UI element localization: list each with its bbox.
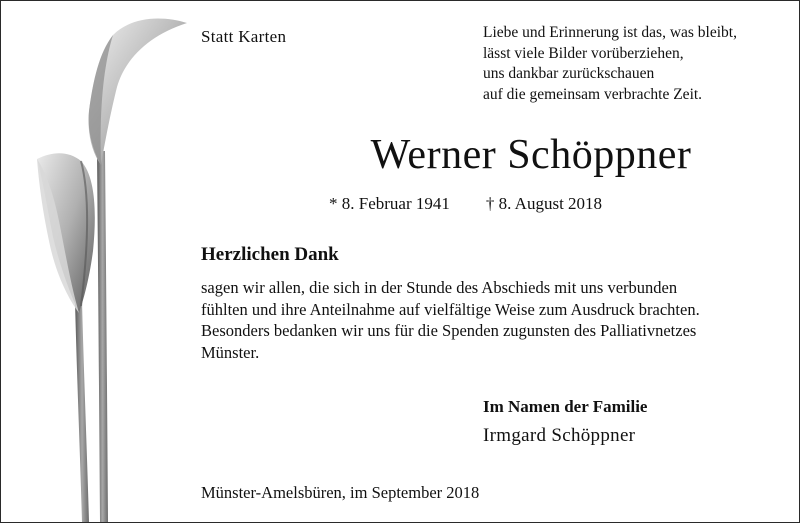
place-and-date: Münster-Amelsbüren, im September 2018 [201,483,480,502]
deceased-name: Werner Schöppner [370,132,692,178]
poem-line: uns dankbar zurückschauen [483,65,655,82]
poem-line: Liebe und Erinnerung ist das, was bleibt, [483,24,737,41]
signer-name: Irmgard Schöppner [483,425,636,446]
statt-karten-note: Statt Karten [201,27,287,46]
thanks-line: fühlten und ihre Anteilnahme auf vielfältige Weise zum Ausdruck brachten. [201,299,700,319]
poem-line: lässt viele Bilder vorüberziehen, [483,44,684,62]
thanks-heading: Herzlichen Dank [201,244,339,265]
thanks-line: Münster. [201,342,260,362]
thanks-text [201,277,700,363]
life-dates [329,194,602,214]
poem-line: auf die gemeinsam verbrachte Zeit. [483,85,703,103]
memorial-poem [483,23,737,105]
thanks-line: Besonders bedanken wir uns für die Spenden zugunsten des Palliativnetzes [201,321,697,340]
family-label: Im Namen der Familie [483,397,648,416]
calla-lily-icon [1,1,201,522]
birth-date: * 8. Februar 1941 [329,194,450,213]
death-date: † 8. August 2018 [485,194,603,213]
thanks-line: sagen wir allen, die sich in der Stunde des Abschieds mit uns verbunden [201,278,678,297]
